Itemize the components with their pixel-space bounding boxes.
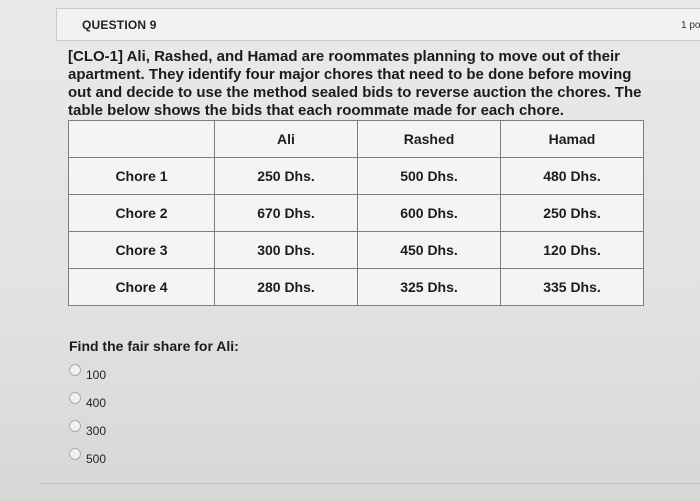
rashed-bid-cell: 500 Dhs. bbox=[358, 158, 501, 195]
table-row bbox=[69, 158, 644, 195]
header-rashed: Rashed bbox=[358, 121, 501, 158]
option-label[interactable]: 100 bbox=[86, 368, 107, 382]
answer-option-3[interactable] bbox=[68, 418, 188, 446]
answer-prompt: Find the fair share for Ali: bbox=[69, 338, 239, 354]
header-empty-cell bbox=[69, 121, 215, 158]
question-points: 1 po bbox=[681, 20, 700, 31]
table-header-row bbox=[69, 121, 644, 158]
question-number: QUESTION 9 bbox=[82, 18, 157, 32]
ali-bid-cell: 250 Dhs. bbox=[215, 158, 358, 195]
radio-button[interactable] bbox=[69, 420, 81, 432]
rashed-bid-cell: 325 Dhs. bbox=[358, 269, 501, 306]
answer-option-4[interactable] bbox=[68, 446, 188, 474]
divider bbox=[40, 483, 700, 484]
answer-option-2[interactable] bbox=[68, 390, 188, 418]
radio-button[interactable] bbox=[69, 392, 81, 404]
bids-table bbox=[68, 120, 644, 306]
hamad-bid-cell: 250 Dhs. bbox=[501, 195, 644, 232]
radio-button[interactable] bbox=[69, 364, 81, 376]
question-text: [CLO-1] Ali, Rashed, and Hamad are roommates planning to move out of their apartment. They identify four major chores that need to be done before moving out and decide to use the method sealed bids to reverse auction the chores. The table below shows the bids that each roommate made for each chore. bbox=[68, 48, 642, 119]
option-label[interactable]: 500 bbox=[86, 452, 107, 466]
header-hamad: Hamad bbox=[501, 121, 644, 158]
hamad-bid-cell: 480 Dhs. bbox=[501, 158, 644, 195]
option-label[interactable]: 400 bbox=[86, 396, 107, 410]
rashed-bid-cell: 600 Dhs. bbox=[358, 195, 501, 232]
table-row bbox=[69, 195, 644, 232]
chore-name-cell: Chore 2 bbox=[69, 195, 215, 232]
ali-bid-cell: 670 Dhs. bbox=[215, 195, 358, 232]
rashed-bid-cell: 450 Dhs. bbox=[358, 232, 501, 269]
chore-name-cell: Chore 1 bbox=[69, 158, 215, 195]
ali-bid-cell: 300 Dhs. bbox=[215, 232, 358, 269]
radio-button[interactable] bbox=[69, 448, 81, 460]
header-ali: Ali bbox=[215, 121, 358, 158]
table-row bbox=[69, 232, 644, 269]
table-row bbox=[69, 269, 644, 306]
answer-option-1[interactable] bbox=[68, 362, 188, 390]
option-label[interactable]: 300 bbox=[86, 424, 107, 438]
chore-name-cell: Chore 4 bbox=[69, 269, 215, 306]
hamad-bid-cell: 120 Dhs. bbox=[501, 232, 644, 269]
ali-bid-cell: 280 Dhs. bbox=[215, 269, 358, 306]
hamad-bid-cell: 335 Dhs. bbox=[501, 269, 644, 306]
answer-options bbox=[68, 362, 188, 474]
chore-name-cell: Chore 3 bbox=[69, 232, 215, 269]
